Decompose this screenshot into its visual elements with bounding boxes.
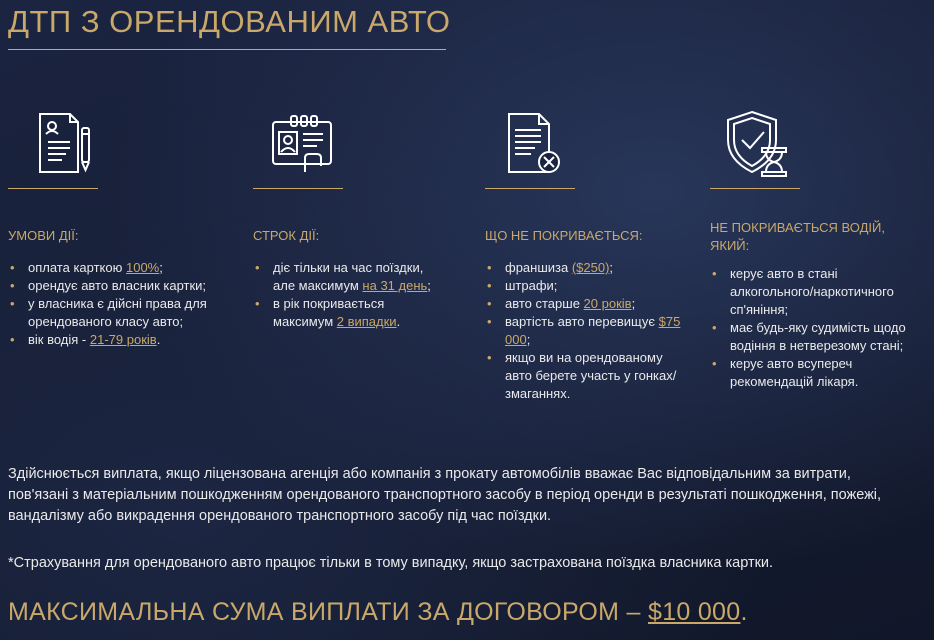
column-heading: УМОВИ ДІЇ: <box>8 228 79 243</box>
document-pen-icon <box>26 108 98 180</box>
not-covered-list <box>485 259 700 403</box>
column-heading: ЩО НЕ ПОКРИВАЄТЬСЯ: <box>485 228 643 243</box>
list-item: • вік водія - 21-79 років. <box>8 331 240 349</box>
column-driver-not-covered <box>710 108 915 391</box>
list-item: • у власника є дійсні права для орендованого класу авто; <box>8 295 240 331</box>
footnote: *Страхування для орендованого авто працює тільки в тому випадку, якщо застрахована поїздка власника картки. <box>8 555 774 571</box>
conditions-list <box>8 259 240 349</box>
list-item: • керує авто в стані алкогольного/наркотичного сп'яніння; <box>710 265 915 319</box>
list-item: • вартість авто перевищує $75 000; <box>485 313 700 349</box>
list-item: • штрафи; <box>485 277 700 295</box>
validity-list <box>253 259 453 331</box>
document-cross-icon <box>499 108 571 180</box>
driver-not-covered-list <box>710 265 915 391</box>
max-sum-label: МАКСИМАЛЬНА СУМА ВИПЛАТИ ЗА ДОГОВОРОМ – <box>8 598 648 626</box>
list-item: • орендує авто власник картки; <box>8 277 240 295</box>
shield-hourglass-icon <box>722 108 794 180</box>
list-item: • діє тільки на час поїздки, але максимум на 31 день; <box>253 259 453 295</box>
list-item: • якщо ви на орендованому авто берете участь у гонках/змаганнях. <box>485 349 700 403</box>
list-item: • керує авто всупереч рекомендацій лікаря. <box>710 355 915 391</box>
list-item: • в рік покривається максимум 2 випадки. <box>253 295 453 331</box>
list-item: • франшиза ($250); <box>485 259 700 277</box>
list-item: • авто старше 20 років; <box>485 295 700 313</box>
column-not-covered <box>485 108 700 403</box>
max-sum-amount: $10 000 <box>647 598 741 626</box>
title-underline <box>8 49 446 50</box>
payout-description: Здійснюється виплата, якщо ліцензована агенція або компанія з прокату автомобілів вважає Вас відповідальним за витрати, пов'язані з матеріальним пошкодженням орендованого транспортного засобу в період оренди в результаті пошкодження, пожежі, вандалізму або викрадення орендованого транспортного засобу під час поїздки. <box>8 466 882 524</box>
max-sum-banner <box>8 598 748 627</box>
max-sum-suffix: . <box>740 598 748 626</box>
column-conditions <box>8 108 240 349</box>
column-separator <box>253 188 343 189</box>
list-item: • оплата карткою 100%; <box>8 259 240 277</box>
column-separator <box>8 188 98 189</box>
id-card-icon <box>267 108 339 180</box>
column-heading: НЕ ПОКРИВАЄТЬСЯ ВОДІЙ, ЯКИЙ: <box>710 220 885 253</box>
column-separator <box>710 188 800 189</box>
column-validity <box>253 108 453 331</box>
list-item: • має будь-яку судимість щодо водіння в нетверезому стані; <box>710 319 915 355</box>
column-separator <box>485 188 575 189</box>
page-title: ДТП З ОРЕНДОВАНИМ АВТО <box>8 4 451 39</box>
column-heading: СТРОК ДІЇ: <box>253 228 320 243</box>
